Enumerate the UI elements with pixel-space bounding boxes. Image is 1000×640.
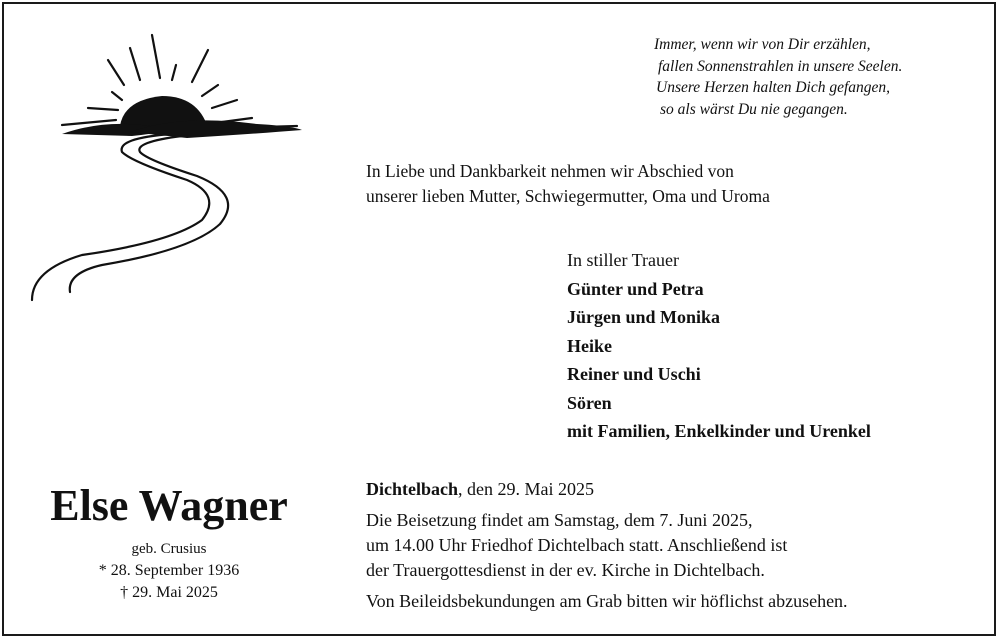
funeral-line: Die Beisetzung findet am Samstag, dem 7. Juni 2025, <box>366 510 753 530</box>
mourner-name: mit Familien, Enkelkinder und Urenkel <box>567 421 871 441</box>
funeral-line: um 14.00 Uhr Friedhof Dichtelbach statt. Anschließend ist <box>366 535 788 555</box>
deceased-name: Else Wagner <box>50 481 288 530</box>
funeral-details <box>366 508 787 583</box>
notice-date: , den 29. Mai 2025 <box>458 479 594 499</box>
mourning-label: In stiller Trauer <box>567 250 679 270</box>
poem-line: Immer, wenn wir von Dir erzählen, <box>654 36 871 53</box>
mourner-name: Jürgen und Monika <box>567 307 721 327</box>
poem-line: Unsere Herzen halten Dich gefangen, <box>656 79 891 96</box>
condolence-note: Von Beileidsbekundungen am Grab bitten wir höflichst abzusehen. <box>366 591 848 611</box>
birth-date: * 28. September 1936 <box>98 562 240 579</box>
mourner-name: Günter und Petra <box>567 278 704 299</box>
deceased-block <box>20 480 318 604</box>
poem-line: fallen Sonnenstrahlen in unsere Seelen. <box>658 57 903 75</box>
mourners-list <box>567 246 871 446</box>
place-name: Dichtelbach <box>366 479 458 499</box>
mourner-name: Sören <box>567 392 612 413</box>
mourner-name: Heike <box>567 335 612 356</box>
farewell-line: In Liebe und Dankbarkeit nehmen wir Abschied von <box>366 161 734 181</box>
farewell-line: unserer lieben Mutter, Schwiegermutter, Oma und Uroma <box>366 186 770 206</box>
sunset-path-icon <box>22 30 312 320</box>
farewell-text <box>366 159 770 209</box>
memorial-poem <box>654 34 902 120</box>
poem-line: so als wärst Du nie gegangen. <box>660 100 848 118</box>
mourner-name: Reiner und Uschi <box>567 364 701 384</box>
funeral-line: der Trauergottesdienst in der ev. Kirche in Dichtelbach. <box>366 560 765 580</box>
death-date: † 29. Mai 2025 <box>120 584 218 601</box>
birth-name: geb. Crusius <box>131 541 207 557</box>
place-and-date <box>366 477 594 502</box>
